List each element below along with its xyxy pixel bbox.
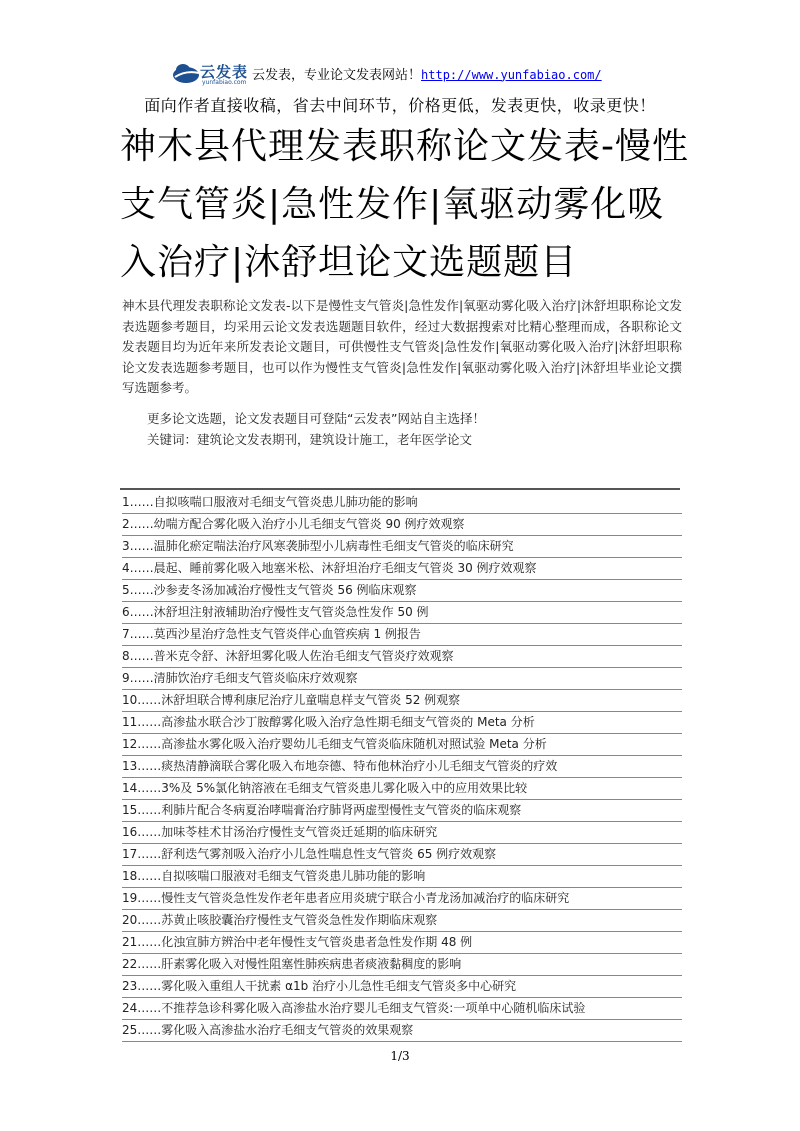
list-item: 12……高渗盐水雾化吸入治疗婴幼儿毛细支气管炎临床随机对照试验 Meta 分析 — [122, 734, 682, 756]
keywords-line: 关键词：建筑论文发表期刊，建筑设计施工，老年医学论文 — [147, 432, 473, 447]
list-item: 5……沙参麦冬汤加减治疗慢性支气管炎 56 例临床观察 — [122, 580, 682, 602]
intro-paragraph: 神木县代理发表职称论文发表-以下是慢性支气管炎|急性发作|氧驱动雾化吸入治疗|沐舒坦职称论文发表选题参考题目，均采用云论文发表选题题目软件，经过大数据搜索对比精心整理而成，各职称论文发表题目均为近年来所发表论文题目，可供慢性支气管炎|急性发作|氧驱动雾化吸入治疗|沐舒坦职称论文发表选题参考题目，也可以作为慢性支气管炎|急性发作|氧驱动雾化吸入治疗|沐舒坦毕业论文撰写选题参考。 — [122, 298, 682, 395]
list-item: 2……幼喘方配合雾化吸入治疗小儿毛细支气管炎 90 例疗效观察 — [122, 514, 682, 536]
list-item: 1……自拟咳喘口服液对毛细支气管炎患儿肺功能的影响 — [122, 492, 682, 514]
site-description: 云发表，专业论文发表网站！ — [252, 67, 422, 83]
list-item: 11……高渗盐水联合沙丁胺醇雾化吸入治疗急性期毛细支气管炎的 Meta 分析 — [122, 712, 682, 734]
list-item: 8……普米克令舒、沐舒坦雾化吸人佐治毛细支气管炎疗效观察 — [122, 646, 682, 668]
site-logo[interactable] — [172, 58, 250, 88]
list-item: 4……晨起、睡前雾化吸入地塞米松、沐舒坦治疗毛细支气管炎 30 例疗效观察 — [122, 558, 682, 580]
header-slogan: 面向作者直接收稿，省去中间环节，价格更低，发表更快，收录更快！ — [144, 96, 656, 115]
logo-text: 云发表 — [200, 63, 249, 81]
more-topics-note: 更多论文选题，论文发表题目可登陆“云发表”网站自主选择！ — [147, 411, 485, 426]
list-item: 19……慢性支气管炎急性发作老年患者应用炎琥宁联合小青龙汤加减治疗的临床研究 — [122, 888, 682, 910]
cloud-logo-icon — [172, 58, 202, 88]
list-item: 23……雾化吸入重组人干扰素 α1b 治疗小儿急性毛细支气管炎多中心研究 — [122, 976, 682, 998]
list-item: 6……沐舒坦注射液辅助治疗慢性支气管炎急性发作 50 例 — [122, 602, 682, 624]
document-title: 神木县代理发表职称论文发表-慢性支气管炎|急性发作|氧驱动雾化吸入治疗|沐舒坦论文选题题目 — [120, 126, 689, 283]
list-item: 13……痰热清静滴联合雾化吸入布地奈德、特布他林治疗小儿毛细支气管炎的疗效 — [122, 756, 682, 778]
topic-list — [122, 492, 682, 1042]
list-item: 24……不推荐急诊科雾化吸入高渗盐水治疗婴儿毛细支气管炎:一项单中心随机临床试验 — [122, 998, 682, 1020]
list-item: 21……化浊宣肺方辨治中老年慢性支气管炎患者急性发作期 48 例 — [122, 932, 682, 954]
list-item: 14……3%及 5%氯化钠溶液在毛细支气管炎患儿雾化吸入中的应用效果比较 — [122, 778, 682, 800]
list-item: 16……加味苓桂术甘汤治疗慢性支气管炎迁延期的临床研究 — [122, 822, 682, 844]
list-item: 3……温肺化瘀定喘法治疗风寒袭肺型小儿病毒性毛细支气管炎的临床研究 — [122, 536, 682, 558]
list-item: 25……雾化吸入高渗盐水治疗毛细支气管炎的效果观察 — [122, 1020, 682, 1042]
list-item: 17……舒利迭气雾剂吸入治疗小儿急性喘息性支气管炎 65 例疗效观察 — [122, 844, 682, 866]
list-item: 18……自拟咳喘口服液对毛细支气管炎患儿肺功能的影响 — [122, 866, 682, 888]
page-number: 1/3 — [390, 1049, 410, 1063]
logo-subtext: yunfabiao.com — [202, 79, 247, 86]
list-item: 7……莫西沙星治疗急性支气管炎伴心血管疾病 1 例报告 — [122, 624, 682, 646]
list-item: 9……清肺饮治疗毛细支气管炎临床疗效观察 — [122, 668, 682, 690]
list-item: 20……苏黄止咳胶囊治疗慢性支气管炎急性发作期临床观察 — [122, 910, 682, 932]
list-item: 15……利肺片配合冬病夏治哮喘膏治疗肺肾两虚型慢性支气管炎的临床观察 — [122, 800, 682, 822]
section-divider — [120, 488, 680, 490]
header-row — [172, 58, 602, 88]
site-url-link[interactable]: http://www.yunfabiao.com/ — [421, 67, 602, 82]
list-item: 22……肝素雾化吸入对慢性阻塞性肺疾病患者痰液黏稠度的影响 — [122, 954, 682, 976]
site-tagline — [252, 64, 602, 83]
list-item: 10……沐舒坦联合博利康尼治疗儿童喘息样支气管炎 52 例观察 — [122, 690, 682, 712]
